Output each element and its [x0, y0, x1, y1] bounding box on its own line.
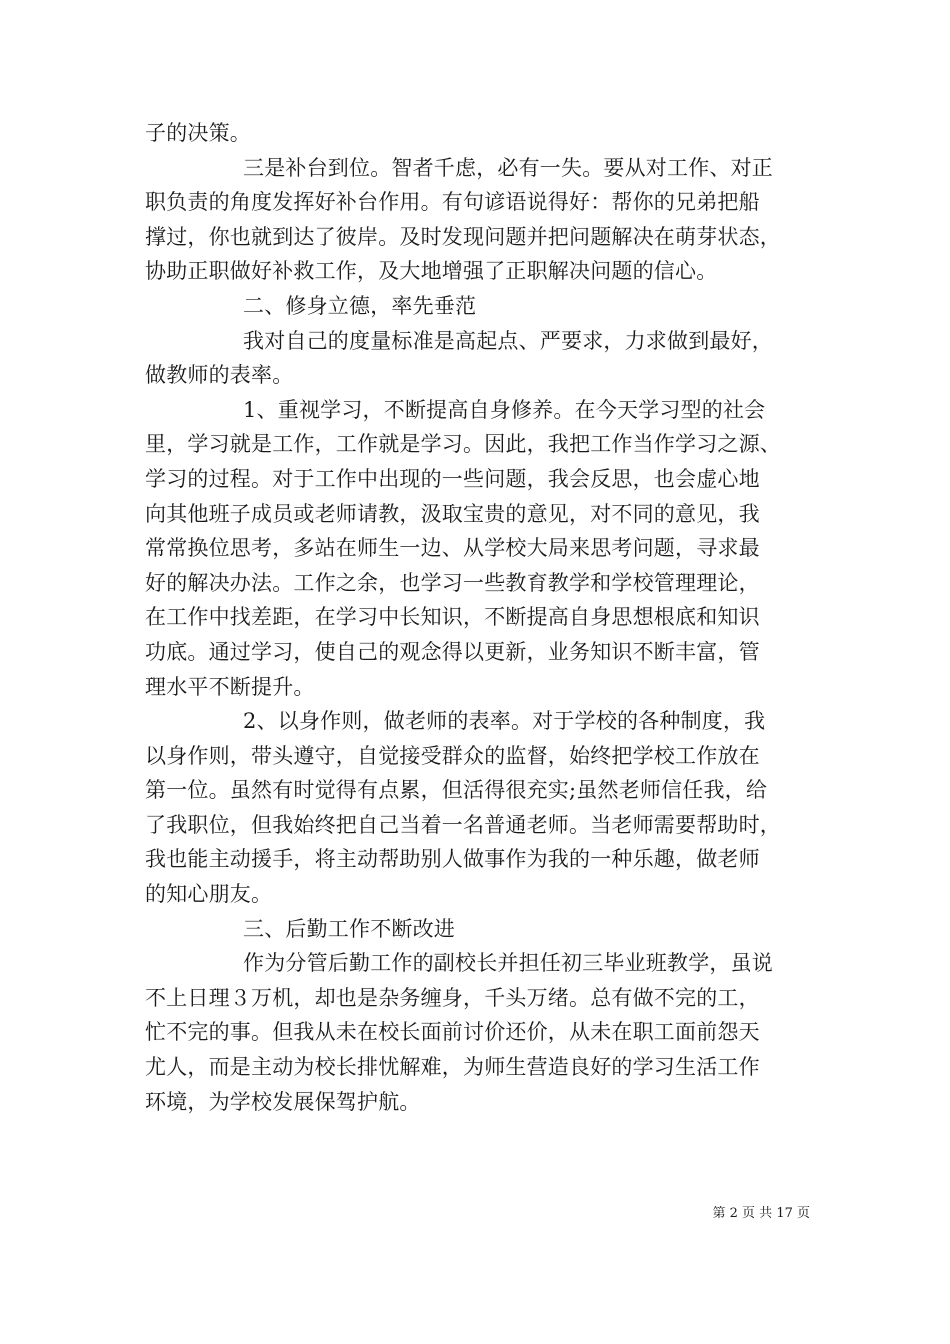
text-line: 不上日理３万机，却也是杂务缠身，千头万绪。总有做不完的工，	[145, 985, 760, 1010]
document-body	[145, 116, 810, 1119]
text-line: 做教师的表率。	[145, 363, 294, 388]
page-number-footer: 第 2 页 共 17 页	[712, 1206, 810, 1221]
text-line: 子的决策。	[145, 121, 251, 145]
text-line: 向其他班子成员或老师请教，汲取宝贵的意见，对不同的意见，我	[145, 501, 760, 526]
text-line: 我对自己的度量标准是高起点、严要求，力求做到最好，	[243, 328, 773, 353]
text-line: 作为分管后勤工作的副校长并担任初三毕业班教学，虽说	[243, 951, 773, 976]
text-line: 常常换位思考，多站在师生一边、从学校大局来思考问题，寻求最	[145, 536, 760, 561]
text-line: 尤人，而是主动为校长排忧解难，为师生营造良好的学习生活工作	[145, 1055, 760, 1080]
text-line: 学习的过程。对于工作中出现的一些问题，我会反思，也会虚心地	[145, 466, 760, 491]
text-line: 撑过，你也就到达了彼岸。及时发现问题并把问题解决在萌芽状态，	[145, 224, 781, 249]
text-line: 以身作则，带头遵守，自觉接受群众的监督，始终把学校工作放在	[145, 743, 760, 768]
text-line: 我也能主动援手，将主动帮助别人做事作为我的一种乐趣，做老师	[145, 847, 760, 872]
text-line: 职负责的角度发挥好补台作用。有句谚语说得好：帮你的兄弟把船	[145, 190, 760, 215]
text-line: 功底。通过学习，使自己的观念得以更新，业务知识不断丰富，管	[145, 639, 760, 664]
text-line: 2、以身作则，做老师的表率。对于学校的各种制度，我	[243, 709, 766, 734]
text-line: 好的解决办法。工作之余，也学习一些教育教学和学校管理理论，	[145, 570, 760, 595]
text-line: 二、修身立德，率先垂范	[243, 293, 477, 318]
text-line: 协助正职做好补救工作，及大地增强了正职解决问题的信心。	[145, 259, 718, 284]
text-line: 三是补台到位。智者千虑，必有一失。要从对工作、对正	[243, 155, 773, 180]
text-line: 第一位。虽然有时觉得有点累，但活得很充实;虽然老师信任我，给	[145, 778, 768, 803]
text-line: 环境，为学校发展保驾护航。	[145, 1089, 421, 1114]
text-line: 忙不完的事。但我从未在校长面前讨价还价，从未在职工面前怨天	[145, 1020, 760, 1045]
text-line: 理水平不断提升。	[145, 674, 315, 699]
text-line: 里，学习就是工作，工作就是学习。因此，我把工作当作学习之源、	[145, 432, 781, 457]
text-line: 三、后勤工作不断改进	[243, 916, 455, 941]
text-line: 1、重视学习，不断提高自身修养。在今天学习型的社会	[243, 397, 766, 422]
text-line: 在工作中找差距，在学习中长知识，不断提高自身思想根底和知识	[145, 605, 760, 630]
text-line: 了我职位，但我始终把自己当着一名普通老师。当老师需要帮助时，	[145, 812, 781, 837]
text-line: 的知心朋友。	[145, 882, 273, 907]
